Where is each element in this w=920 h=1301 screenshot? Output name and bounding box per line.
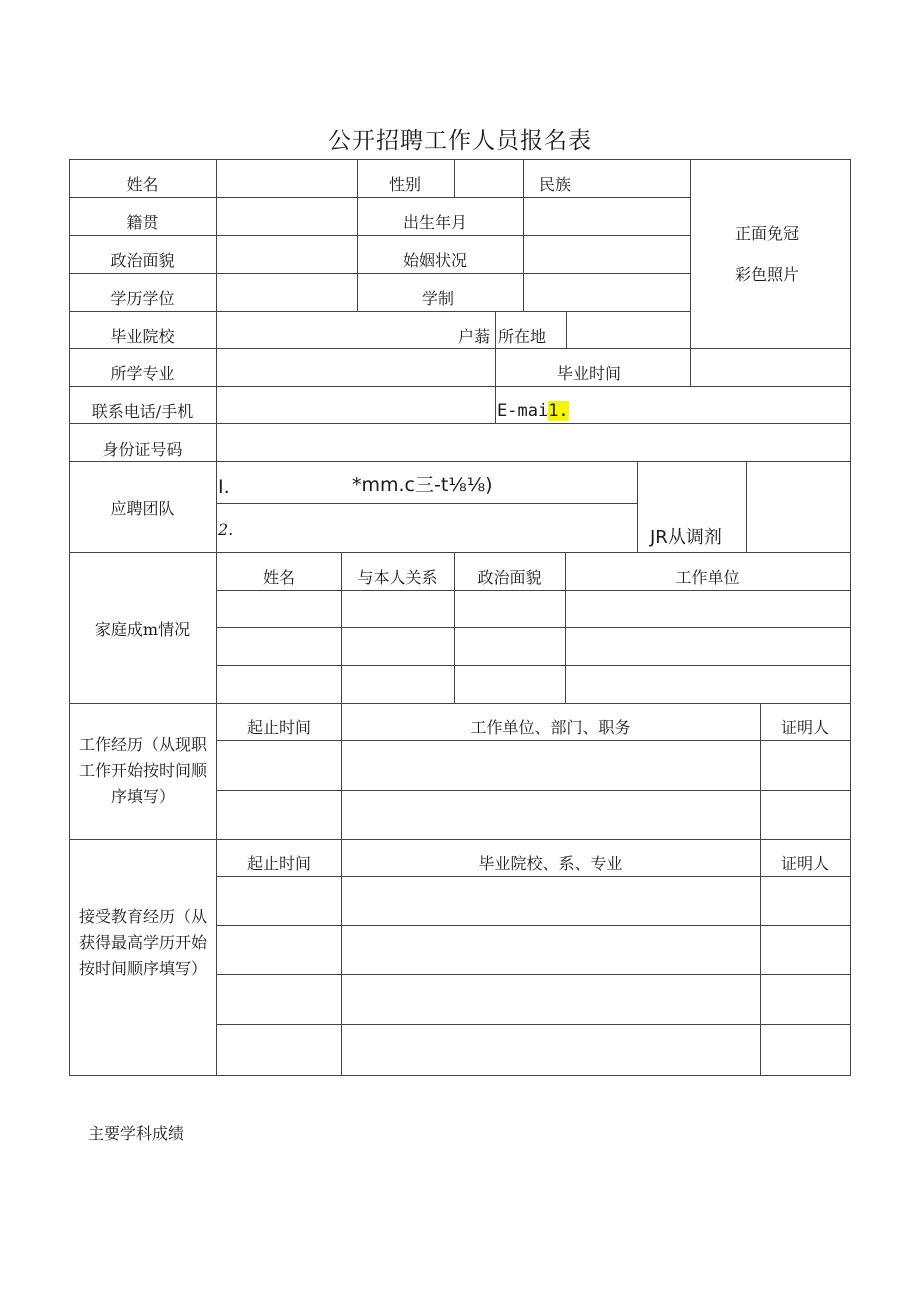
label-name: 姓名 [126,175,159,194]
label-id-number: 身份证号码 [102,440,183,459]
label-education: 学历学位 [110,289,175,308]
row-line [217,925,851,926]
apply-item2-number: 2. [218,520,234,539]
row-line [69,703,851,704]
col-line [495,311,496,348]
label-marital: 始姻状况 [403,251,468,270]
form-title: 公开招聘工作人员报名表 [328,128,592,154]
row-line [69,311,691,312]
row-line [69,461,851,462]
row-line [217,503,637,504]
apply-item1-number: I. [218,476,230,498]
row-line [69,423,851,424]
row-line [217,665,851,666]
label-major: 所学专业 [110,364,175,383]
label-accept-adjustment: JR从调剂 [650,527,722,548]
row-line [69,552,851,553]
apply-item1-text: *mm.c三-t⅛⅛) [352,474,493,496]
footer-main-grades: 主要学科成绩 [88,1124,185,1143]
row-line [217,876,851,877]
row-line [69,197,691,198]
col-line [495,348,496,423]
col-line [746,461,747,552]
edu-header-school: 毕业院校、系、专业 [478,854,623,873]
photo-label-line1: 正面免冠 [735,224,800,243]
row-line [69,348,851,349]
label-native-place: 籍贯 [126,213,159,232]
col-line [454,159,455,197]
col-line [341,839,342,1075]
edu-header-witness: 证明人 [780,854,829,873]
email-highlight: 1. [548,401,569,421]
col-line [523,159,524,311]
col-line [216,159,217,1075]
row-line [217,790,851,791]
family-header-relation: 与本人关系 [357,568,438,587]
label-family: 家庭成m情况 [94,620,191,639]
row-line [217,1024,851,1025]
row-line [69,273,691,274]
label-apply-team: 应聘团队 [110,499,175,518]
label-grad-time: 毕业时间 [557,364,622,383]
row-line [69,386,851,387]
col-line [760,839,761,1075]
row-line [217,627,851,628]
table-border-right [850,159,851,1076]
table-border-bottom [69,1075,851,1076]
edu-header-period: 起止时间 [246,854,311,873]
label-birth: 出生年月 [403,213,468,232]
work-header-period: 起止时间 [246,718,311,737]
label-ethnicity: 民族 [539,175,572,194]
table-border-top [69,159,851,160]
row-line [69,235,691,236]
col-line [637,461,638,552]
photo-label-line2: 彩色照片 [735,265,800,284]
row-line [69,839,851,840]
label-school: 毕业院校 [110,327,175,346]
label-political: 政治面貌 [110,251,175,270]
label-phone: 联系电话/手机 [91,402,194,421]
label-work-history: 工作经历（从现职工作开始按时间顺序填写） [78,735,207,806]
row-line [217,974,851,975]
work-header-employer: 工作单位、部门、职务 [470,718,631,737]
label-schooling: 学制 [422,289,455,308]
label-hukou-b: 所在地 [498,327,547,346]
label-hukou-a: 户蓊 [458,327,491,346]
label-email [497,401,569,421]
label-gender: 性别 [389,175,422,194]
label-education-history: 接受教育经历（从获得最高学历开始按时间顺序填写） [78,907,207,978]
col-line [690,159,691,386]
row-line [217,740,851,741]
col-line [357,159,358,311]
family-header-political: 政治面貌 [477,568,542,587]
email-prefix: E-mai [497,401,549,421]
family-header-name: 姓名 [262,568,295,587]
family-header-employer: 工作单位 [675,568,740,587]
row-line [217,590,851,591]
work-header-witness: 证明人 [780,718,829,737]
col-line [566,311,567,348]
